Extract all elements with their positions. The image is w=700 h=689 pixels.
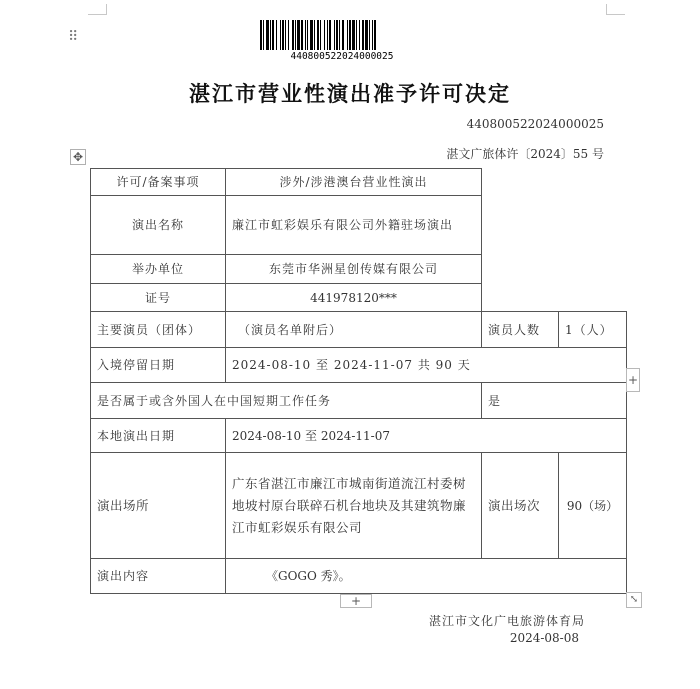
barcode-bar bbox=[270, 20, 271, 50]
barcode-bar bbox=[272, 20, 274, 50]
venue-value: 广东省湛江市廉江市城南街道流江村委树地坡村原台联碎石机台地块及其建筑物廉江市虹彩娱乐有限公司 bbox=[226, 453, 482, 559]
table-row bbox=[91, 559, 627, 594]
content-label: 演出内容 bbox=[91, 559, 226, 594]
barcode-bar bbox=[359, 20, 360, 50]
barcode-bar bbox=[342, 20, 344, 50]
page-corner-mark-left bbox=[88, 4, 107, 15]
performers-label: 主要演员（团体） bbox=[91, 312, 226, 348]
document-title: 湛江市营业性演出准予许可决定 bbox=[189, 82, 511, 106]
local-dates-value: 2024-08-10 至 2024-11-07 bbox=[226, 419, 627, 453]
page-corner-mark-right bbox=[606, 4, 625, 15]
local-dates-label: 本地演出日期 bbox=[91, 419, 226, 453]
permit-table bbox=[90, 168, 627, 594]
add-column-button[interactable]: + bbox=[626, 368, 640, 392]
barcode-bar bbox=[288, 20, 289, 50]
barcode-bar bbox=[372, 20, 373, 50]
barcode-bar bbox=[292, 20, 294, 50]
short-term-label: 是否属于或含外国人在中国短期工作任务 bbox=[91, 383, 482, 419]
barcode-bar bbox=[301, 20, 303, 50]
barcode-bars bbox=[260, 20, 423, 50]
barcode-bar bbox=[347, 20, 348, 50]
license-value: 441978120*** bbox=[226, 284, 482, 312]
issue-date: 2024-08-08 bbox=[509, 631, 579, 645]
barcode-number: 440800522024000025 bbox=[290, 51, 394, 62]
permit-type-label: 许可/备案事项 bbox=[91, 169, 226, 196]
document-reference: 湛文广旅体许〔2024〕55 号 bbox=[446, 147, 604, 161]
barcode-bar bbox=[324, 20, 325, 50]
show-name-label: 演出名称 bbox=[91, 196, 226, 255]
document-number: 440800522024000025 bbox=[466, 117, 604, 131]
stay-value: 2024-08-10 至 2024-11-07 共 90 天 bbox=[226, 348, 627, 383]
barcode-bar bbox=[314, 20, 315, 50]
table-move-handle-icon[interactable]: ✥ bbox=[70, 149, 86, 165]
issuer-name: 湛江市文化广电旅游体育局 bbox=[428, 614, 585, 628]
short-term-value: 是 bbox=[482, 383, 627, 419]
barcode-bar bbox=[307, 20, 308, 50]
sessions-label: 演出场次 bbox=[482, 453, 559, 559]
barcode-bar bbox=[327, 20, 328, 50]
barcode-bar bbox=[336, 20, 338, 50]
barcode-bar bbox=[285, 20, 286, 50]
barcode-bar bbox=[280, 20, 281, 50]
add-row-button[interactable]: + bbox=[340, 594, 372, 608]
table-resize-handle-icon[interactable]: ⤡ bbox=[626, 592, 642, 608]
barcode-bar bbox=[297, 20, 300, 50]
barcode-bar bbox=[339, 20, 340, 50]
stay-label: 入境停留日期 bbox=[91, 348, 226, 383]
sessions-value: 90（场） bbox=[559, 453, 627, 559]
performer-count-label: 演员人数 bbox=[482, 312, 559, 348]
barcode-bar bbox=[263, 20, 264, 50]
barcode-bar bbox=[317, 20, 319, 50]
table-row bbox=[91, 453, 627, 559]
table-row bbox=[91, 169, 627, 196]
barcode-bar bbox=[362, 20, 364, 50]
barcode-bar bbox=[310, 20, 313, 50]
barcode-bar bbox=[374, 20, 376, 50]
barcode-bar bbox=[356, 20, 357, 50]
barcode-bar bbox=[266, 20, 269, 50]
barcode-bar bbox=[305, 20, 306, 50]
barcode-bar bbox=[365, 20, 368, 50]
venue-label: 演出场所 bbox=[91, 453, 226, 559]
barcode-bar bbox=[260, 20, 262, 50]
barcode-bar bbox=[276, 20, 277, 50]
performer-count-value: 1（人） bbox=[559, 312, 627, 348]
barcode-bar bbox=[295, 20, 296, 50]
table-row bbox=[91, 348, 627, 383]
empty-cell bbox=[482, 169, 627, 312]
show-name-value: 廉江市虹彩娱乐有限公司外籍驻场演出 bbox=[226, 196, 482, 255]
table-row bbox=[91, 383, 627, 419]
barcode-bar bbox=[349, 20, 351, 50]
barcode-bar bbox=[334, 20, 335, 50]
license-label: 证号 bbox=[91, 284, 226, 312]
barcode-bar bbox=[320, 20, 321, 50]
barcode-bar bbox=[369, 20, 370, 50]
content-value: 《GOGO 秀》。 bbox=[226, 559, 627, 594]
organizer-label: 举办单位 bbox=[91, 255, 226, 284]
barcode-bar bbox=[329, 20, 331, 50]
performers-value: （演员名单附后） bbox=[226, 312, 482, 348]
barcode-bar bbox=[352, 20, 355, 50]
drag-handle-icon[interactable]: ⠿ bbox=[68, 29, 80, 45]
barcode-bar bbox=[282, 20, 284, 50]
table-row bbox=[91, 312, 627, 348]
table-row bbox=[91, 419, 627, 453]
organizer-value: 东莞市华洲星创传媒有限公司 bbox=[226, 255, 482, 284]
permit-type-value: 涉外/涉港澳台营业性演出 bbox=[226, 169, 482, 196]
